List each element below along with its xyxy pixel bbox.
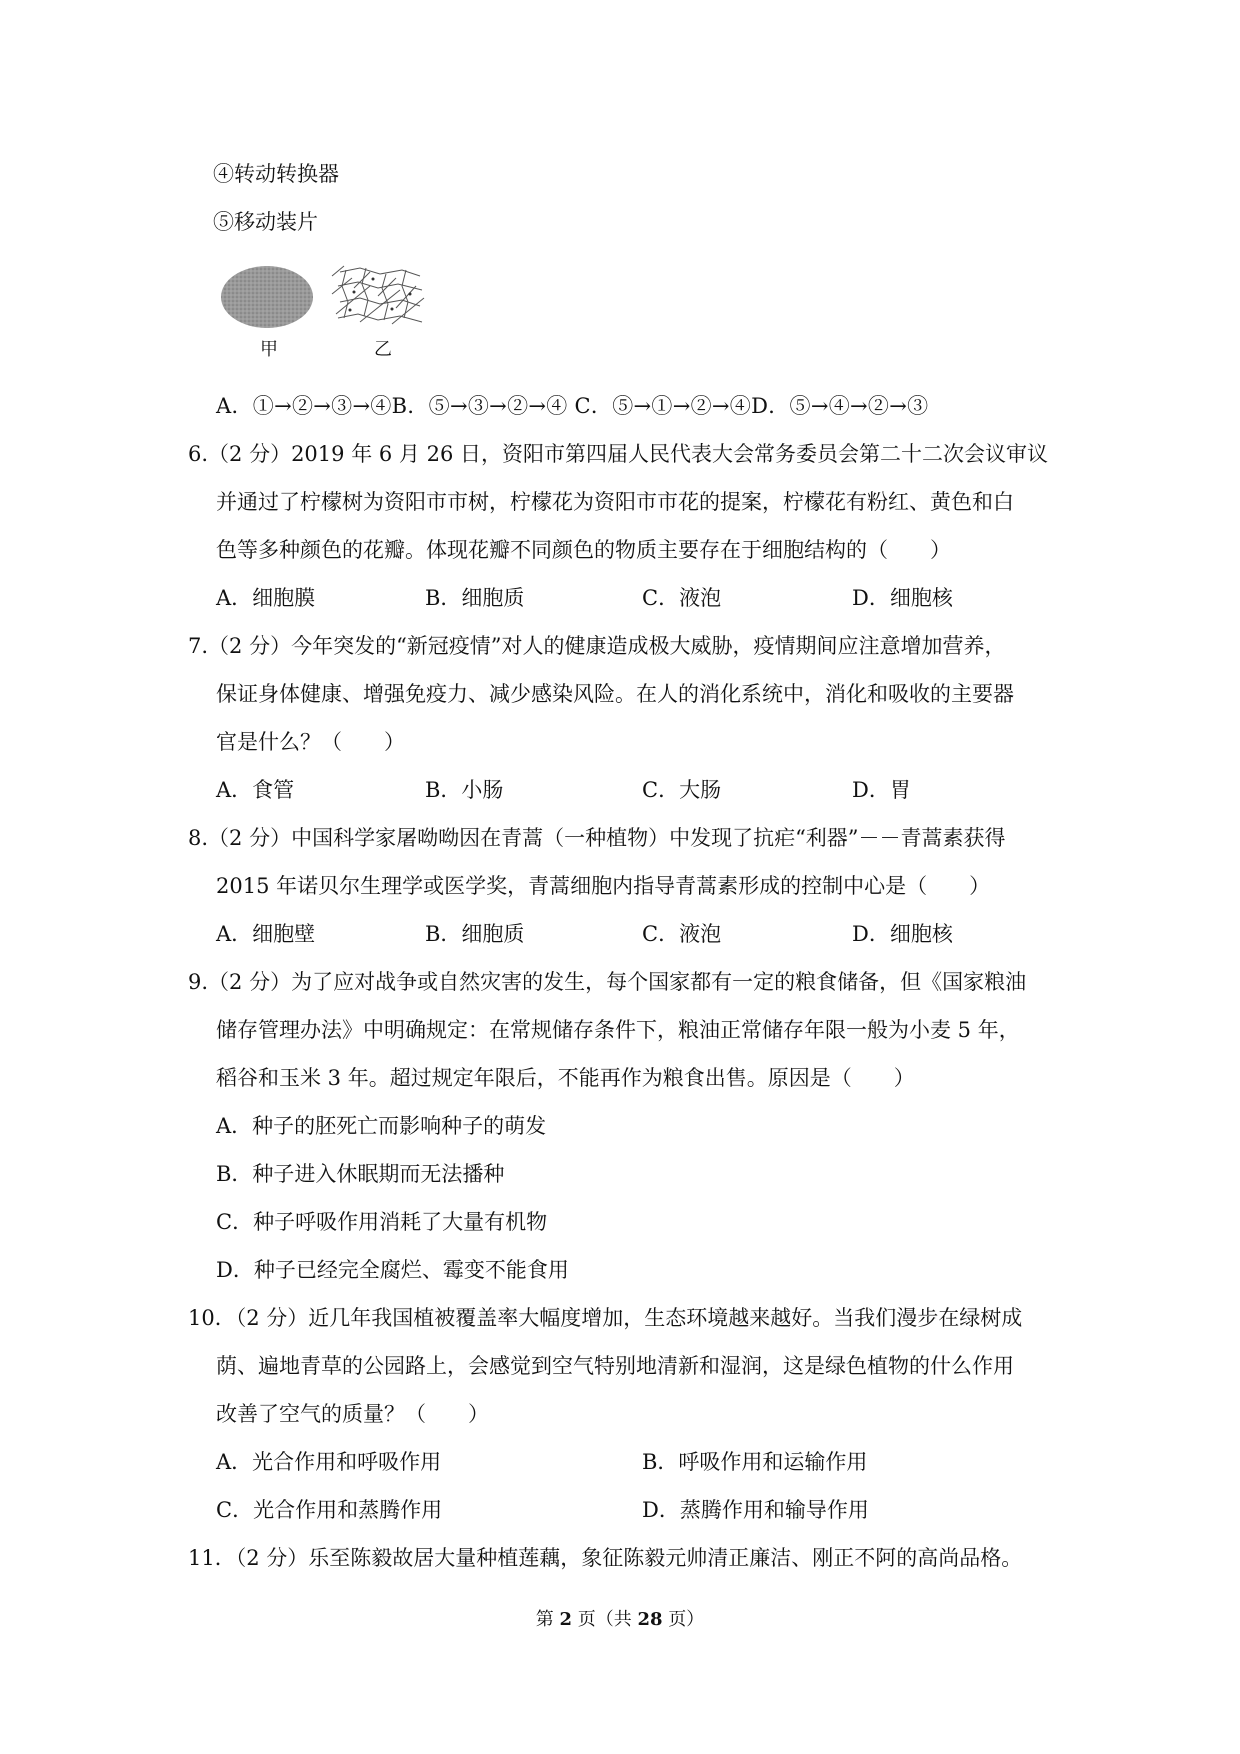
q8-line-2: 2015 年诺贝尔生理学或医学奖，青蒿细胞内指导青蒿素形成的控制中心是（ ） — [216, 874, 991, 898]
q9-option-a: A．种子的胚死亡而影响种子的萌发 — [216, 1114, 547, 1138]
q6-option-a: A．细胞膜 — [216, 586, 316, 610]
q10-option-d: D．蒸腾作用和输导作用 — [642, 1498, 869, 1522]
q8-option-a: A．细胞壁 — [216, 922, 316, 946]
q10-option-c: C．光合作用和蒸腾作用 — [216, 1498, 443, 1522]
q7-line-1: 7.（2 分）今年突发的“新冠疫情”对人的健康造成极大威胁，疫情期间应注意增加营养， — [188, 634, 1006, 658]
q7-option-a: A．食管 — [216, 778, 295, 802]
q9-option-c: C．种子呼吸作用消耗了大量有机物 — [216, 1210, 548, 1234]
blurry-cell-image — [221, 266, 313, 328]
q8-option-c: C．液泡 — [642, 922, 722, 946]
q6-option-d: D．细胞核 — [852, 586, 953, 610]
q9-option-b: B．种子进入休眠期而无法播种 — [216, 1162, 505, 1186]
q9-option-d: D．种子已经完全腐烂、霉变不能食用 — [216, 1258, 569, 1282]
footer-mid: 页（共 — [572, 1609, 638, 1630]
q6-line-3: 色等多种颜色的花瓣。体现花瓣不同颜色的物质主要存在于细胞结构的（ ） — [216, 538, 951, 562]
footer-suffix: 页） — [662, 1609, 705, 1630]
q6-option-c: C．液泡 — [642, 586, 722, 610]
q8-line-1: 8.（2 分）中国科学家屠呦呦因在青蒿（一种植物）中发现了抗疟“利器”－－青蒿素获得 — [188, 826, 1006, 850]
page-footer — [0, 1608, 1240, 1632]
q7-line-3: 官是什么？（ ） — [216, 730, 405, 754]
step-5: ⑤移动装片 — [213, 210, 318, 234]
q7-option-d: D．胃 — [852, 778, 911, 802]
q6-line-2: 并通过了柠檬树为资阳市市树，柠檬花为资阳市市花的提案，柠檬花有粉红、黄色和白 — [216, 490, 1014, 514]
figure-label-jia: 甲 — [260, 339, 278, 360]
q9-line-1: 9.（2 分）为了应对战争或自然灾害的发生，每个国家都有一定的粮食储备，但《国家粮油 — [188, 970, 1027, 994]
q6-option-b: B．细胞质 — [425, 586, 525, 610]
q10-option-b: B．呼吸作用和运输作用 — [642, 1450, 868, 1474]
q7-option-b: B．小肠 — [425, 778, 504, 802]
page-total: 28 — [637, 1609, 663, 1630]
q10-option-a: A．光合作用和呼吸作用 — [216, 1450, 442, 1474]
microscope-figure — [220, 264, 450, 364]
q6-line-1: 6.（2 分）2019 年 6 月 26 日，资阳市第四届人民代表大会常务委员会第二十二次会议审议 — [188, 442, 1048, 466]
q9-line-3: 稻谷和玉米 3 年。超过规定年限后，不能再作为粮食出售。原因是（ ） — [216, 1066, 915, 1090]
figure-label-yi: 乙 — [374, 339, 392, 360]
q10-line-1: 10．（2 分）近几年我国植被覆盖率大幅度增加，生态环境越来越好。当我们漫步在绿树成 — [188, 1306, 1023, 1330]
q7-option-c: C．大肠 — [642, 778, 722, 802]
q10-line-3: 改善了空气的质量？（ ） — [216, 1402, 489, 1426]
q8-option-d: D．细胞核 — [852, 922, 953, 946]
q5-options: A．①→②→③→④B．⑤→③→②→④ C．⑤→①→②→④D．⑤→④→②→③ — [216, 394, 929, 418]
footer-prefix: 第 — [535, 1609, 560, 1630]
q11-line-1: 11．（2 分）乐至陈毅故居大量种植莲藕，象征陈毅元帅清正廉洁、刚正不阿的高尚品格。 — [188, 1546, 1023, 1570]
q7-line-2: 保证身体健康、增强免疫力、减少感染风险。在人的消化系统中，消化和吸收的主要器 — [216, 682, 1014, 706]
page-number: 2 — [559, 1609, 572, 1630]
cell-images — [220, 264, 450, 364]
q9-line-2: 储存管理办法》中明确规定：在常规储存条件下，粮油正常储存年限一般为小麦 5 年， — [216, 1018, 1020, 1042]
step-4: ④转动转换器 — [213, 162, 339, 186]
q8-option-b: B．细胞质 — [425, 922, 525, 946]
q10-line-2: 荫、遍地青草的公园路上，会感觉到空气特别地清新和湿润，这是绿色植物的什么作用 — [216, 1354, 1014, 1378]
